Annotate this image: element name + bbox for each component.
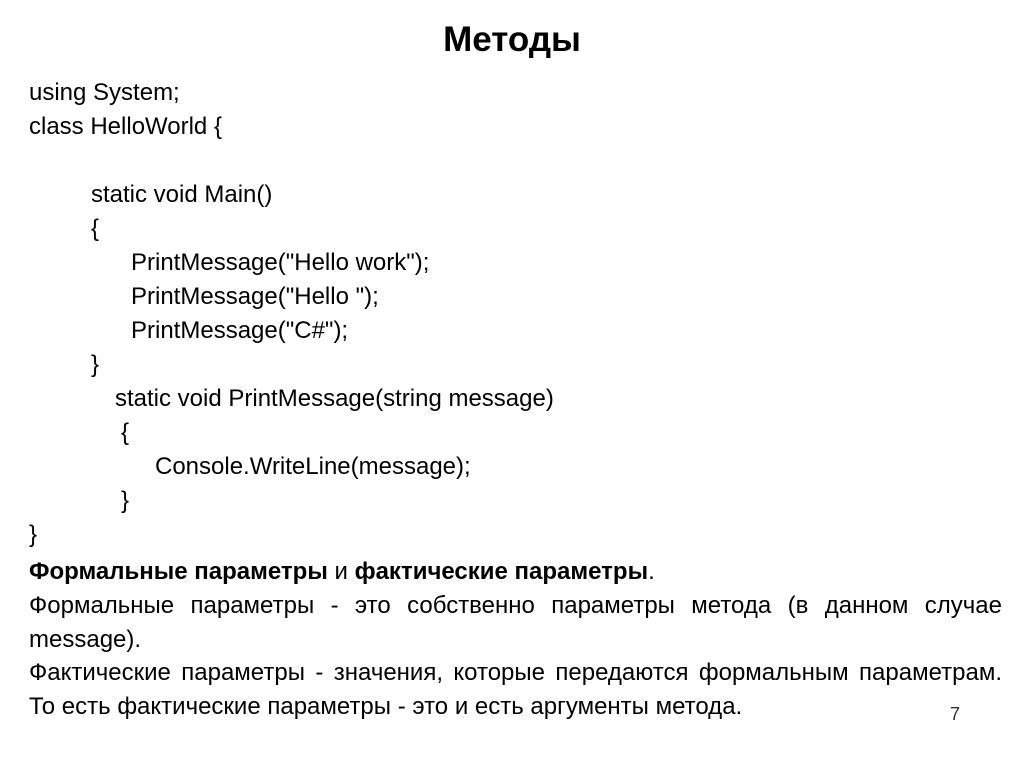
code-line: } bbox=[121, 487, 130, 514]
code-line: Console.WriteLine(message); bbox=[155, 453, 471, 480]
heading-conjunction: и bbox=[327, 558, 355, 585]
code-line: { bbox=[91, 215, 100, 242]
code-line: PrintMessage("Hello "); bbox=[131, 283, 379, 310]
code-line: static void Main() bbox=[91, 181, 273, 208]
parameters-heading bbox=[29, 555, 1002, 589]
slide-title: Методы bbox=[443, 20, 581, 59]
code-line: static void PrintMessage(string message) bbox=[115, 385, 554, 412]
actual-parameters-term: фактические параметры bbox=[354, 558, 649, 585]
code-line: using System; bbox=[29, 79, 180, 106]
actual-parameters-definition: Фактические параметры - значения, которые передаются формальным параметрам. То есть фактические параметры - это и есть аргументы метода. bbox=[29, 659, 1002, 720]
code-line: } bbox=[91, 351, 100, 378]
heading-period: . bbox=[648, 558, 655, 585]
code-line: { bbox=[121, 419, 130, 446]
code-line: PrintMessage("C#"); bbox=[131, 317, 349, 344]
code-line: class HelloWorld { bbox=[29, 113, 222, 140]
code-line: } bbox=[29, 521, 38, 548]
code-line: PrintMessage("Hello work"); bbox=[131, 249, 430, 276]
formal-parameters-definition: Формальные параметры - это собственно параметры метода (в данном случае message). bbox=[29, 592, 1002, 653]
page-number: 7 bbox=[950, 704, 961, 724]
formal-parameters-term: Формальные параметры bbox=[29, 558, 328, 585]
